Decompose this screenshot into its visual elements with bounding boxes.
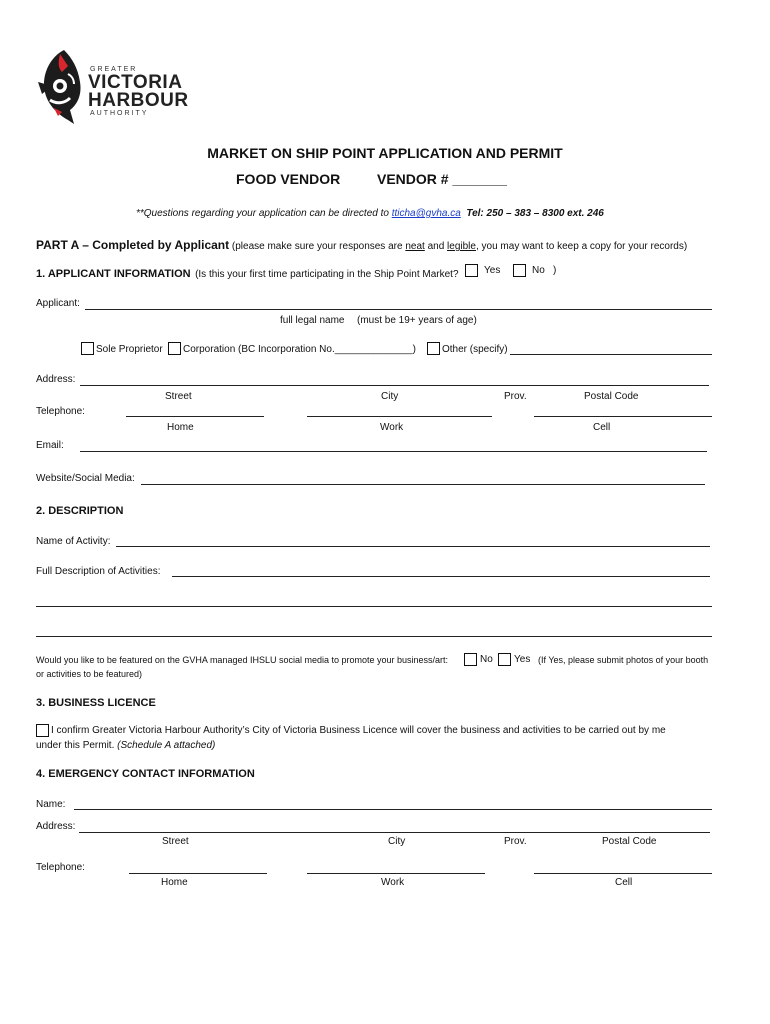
age-note-caption: (must be 19+ years of age) bbox=[357, 315, 477, 326]
emergency-cell-caption: Cell bbox=[615, 877, 633, 888]
schedule-a-note: (Schedule A attached) bbox=[117, 740, 216, 751]
emergency-home-caption: Home bbox=[161, 877, 188, 888]
description-line-1[interactable] bbox=[172, 576, 710, 577]
form-subtitle-food-vendor: FOOD VENDOR bbox=[236, 171, 341, 187]
email-label: Email: bbox=[36, 440, 64, 451]
telephone-cell-field[interactable] bbox=[534, 416, 712, 417]
first-time-yes-label: Yes bbox=[484, 265, 501, 276]
emergency-name-field[interactable] bbox=[74, 809, 712, 810]
website-field[interactable] bbox=[141, 484, 705, 485]
section4-heading: 4. EMERGENCY CONTACT INFORMATION bbox=[36, 768, 255, 780]
emergency-name-label: Name: bbox=[36, 799, 66, 810]
emergency-home-field[interactable] bbox=[129, 873, 267, 874]
logo-greater: GREATER bbox=[90, 66, 138, 73]
section1-heading: 1. APPLICANT INFORMATION (Is this your first time participating in the Ship Point Market? bbox=[36, 268, 459, 280]
first-time-no-label: No bbox=[532, 265, 545, 276]
telephone-home-caption: Home bbox=[167, 422, 194, 433]
corporation-checkbox[interactable] bbox=[168, 342, 181, 355]
social-no-label: No bbox=[480, 654, 493, 665]
social-yes-checkbox[interactable] bbox=[498, 653, 511, 666]
gvha-logo bbox=[34, 46, 189, 126]
part-a-heading: PART A – Completed by Applicant bbox=[36, 238, 230, 252]
social-media-note: (If Yes, please submit photos of your booth bbox=[538, 655, 709, 665]
first-time-yes-checkbox[interactable] bbox=[465, 264, 478, 277]
part-a-heading-line: PART A – Completed by Applicant (please make sure your responses are neat and legible, you may want to keep a copy for your records) bbox=[36, 238, 688, 252]
business-licence-checkbox[interactable] bbox=[36, 724, 49, 737]
emergency-address-label: Address: bbox=[36, 821, 76, 832]
address-city-caption: City bbox=[381, 391, 399, 402]
business-licence-confirm: I confirm Greater Victoria Harbour Authority’s City of Victoria Business Licence will cover the business and activities to be carried out by me bbox=[51, 725, 666, 736]
corporation-label: Corporation (BC Incorporation No.______________) bbox=[183, 344, 416, 355]
orca-crest-icon bbox=[34, 46, 86, 126]
address-prov-caption: Prov. bbox=[504, 391, 527, 402]
contact-email-link[interactable]: tticha@gvha.ca bbox=[391, 208, 461, 219]
emergency-prov-caption: Prov. bbox=[504, 836, 527, 847]
address-street-caption: Street bbox=[165, 391, 192, 402]
form-title: MARKET ON SHIP POINT APPLICATION AND PERMIT bbox=[207, 145, 563, 161]
emergency-work-caption: Work bbox=[381, 877, 405, 888]
description-line-3[interactable] bbox=[36, 636, 712, 637]
applicant-label: Applicant: bbox=[36, 298, 80, 309]
telephone-cell-caption: Cell bbox=[593, 422, 611, 433]
section3-heading: 3. BUSINESS LICENCE bbox=[36, 697, 156, 709]
other-specify-field[interactable] bbox=[510, 354, 712, 355]
telephone-home-field[interactable] bbox=[126, 416, 264, 417]
social-media-note-2: or activities to be featured) bbox=[36, 669, 143, 679]
other-label: Other (specify) bbox=[442, 344, 508, 355]
emergency-work-field[interactable] bbox=[307, 873, 485, 874]
full-description-label: Full Description of Activities: bbox=[36, 566, 161, 577]
emergency-street-caption: Street bbox=[162, 836, 189, 847]
first-time-no-checkbox[interactable] bbox=[513, 264, 526, 277]
first-time-close-paren: ) bbox=[553, 265, 557, 276]
description-line-2[interactable] bbox=[36, 606, 712, 607]
other-checkbox[interactable] bbox=[427, 342, 440, 355]
logo-harbour: HARBOUR bbox=[88, 90, 189, 111]
address-field[interactable] bbox=[80, 385, 709, 386]
social-media-question: Would you like to be featured on the GVHA managed IHSLU social media to promote your business/art: bbox=[36, 655, 449, 665]
website-label: Website/Social Media: bbox=[36, 473, 135, 484]
social-no-checkbox[interactable] bbox=[464, 653, 477, 666]
emergency-city-caption: City bbox=[388, 836, 406, 847]
sole-proprietor-checkbox[interactable] bbox=[81, 342, 94, 355]
emergency-telephone-label: Telephone: bbox=[36, 862, 85, 873]
telephone-work-field[interactable] bbox=[307, 416, 492, 417]
emergency-address-field[interactable] bbox=[79, 832, 710, 833]
section2-heading: 2. DESCRIPTION bbox=[36, 505, 124, 517]
telephone-work-caption: Work bbox=[380, 422, 404, 433]
form-subtitle-vendor-number: VENDOR # _______ bbox=[377, 171, 507, 187]
logo-authority: AUTHORITY bbox=[90, 110, 149, 117]
telephone-label: Telephone: bbox=[36, 406, 85, 417]
applicant-name-field[interactable] bbox=[85, 309, 712, 310]
contact-note: **Questions regarding your application can be directed to tticha@gvha.ca Tel: 250 – 383 – 8300 ext. 246 bbox=[136, 208, 604, 219]
email-field[interactable] bbox=[80, 451, 707, 452]
full-legal-name-caption: full legal name bbox=[280, 315, 345, 326]
logo-victoria: VICTORIA bbox=[88, 72, 183, 93]
business-licence-confirm-2: under this Permit. (Schedule A attached) bbox=[36, 740, 216, 751]
social-yes-label: Yes bbox=[514, 654, 531, 665]
address-postal-caption: Postal Code bbox=[584, 391, 639, 402]
activity-name-label: Name of Activity: bbox=[36, 536, 111, 547]
activity-name-field[interactable] bbox=[116, 546, 710, 547]
address-label: Address: bbox=[36, 374, 76, 385]
contact-telephone: Tel: 250 – 383 – 8300 ext. 246 bbox=[466, 208, 604, 219]
emergency-postal-caption: Postal Code bbox=[602, 836, 657, 847]
emergency-cell-field[interactable] bbox=[534, 873, 712, 874]
sole-proprietor-label: Sole Proprietor bbox=[96, 344, 163, 355]
